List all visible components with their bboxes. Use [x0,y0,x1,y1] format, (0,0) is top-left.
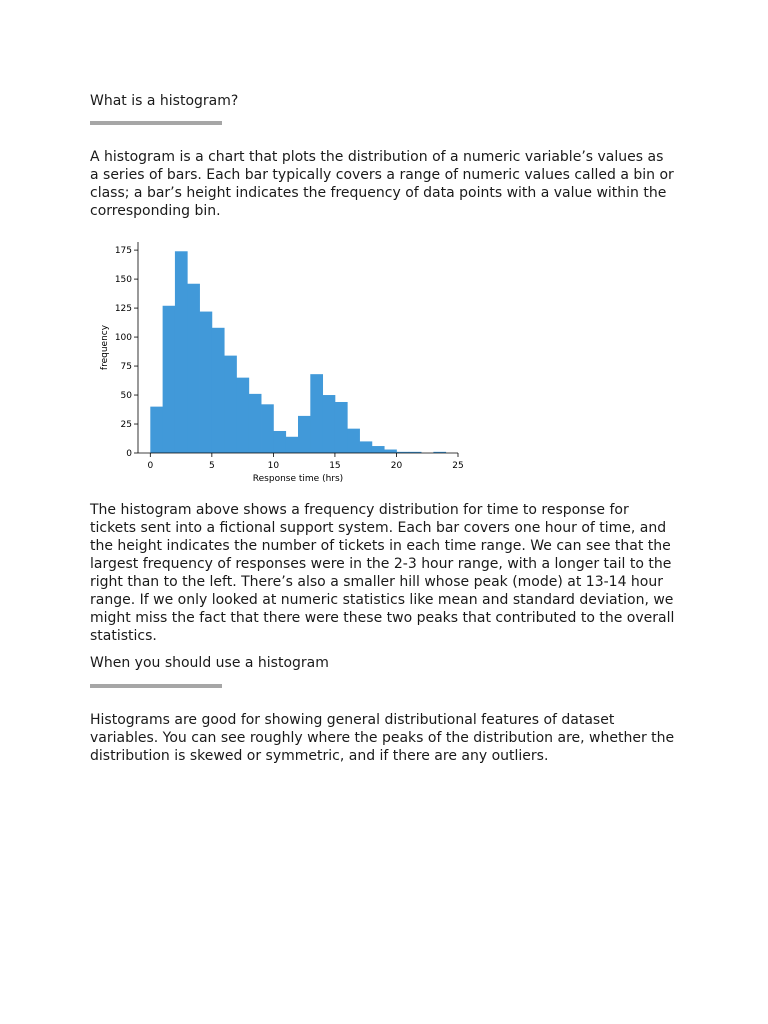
histogram-chart [95,236,465,488]
histogram-bar [347,429,360,453]
y-tick-label: 75 [120,362,132,373]
histogram-bar [175,251,188,453]
histogram-bar [360,441,373,453]
section-heading-what-is-histogram: What is a histogram? [90,93,239,109]
histogram-bar [187,284,200,453]
histogram-bar [200,312,213,453]
usage-paragraph: Histograms are good for showing general distributional features of dataset variables. You can see roughly where the peaks of the distribution are, whether the distribution is skewed or symmetric, and if there are any outliers. [90,712,675,764]
x-axis-label: Response time (hrs) [252,474,344,484]
x-tick-label: 20 [390,461,403,471]
histogram-bar [286,437,299,453]
y-tick-label: 125 [114,304,132,315]
histogram-explanation-paragraph: The histogram above shows a frequency distribution for time to response for tickets sent into a fictional support system. Each bar covers one hour of time, and the height indicates the number of tickets in each time range. We can see that the largest frequency of responses were in the 2-3 hour range, with a longer tail to the right than to the left. There’s also a smaller hill whose peak (mode) at 13-14 hour range. If we only looked at numeric statistics like mean and standard deviation, we might miss the fact that there were these two peaks that contributed to the overall statistics. [90,502,675,644]
histogram-bar [298,416,311,453]
x-tick-label: 25 [452,461,464,471]
intro-paragraph: A histogram is a chart that plots the distribution of a numeric variable’s values as a series of bars. Each bar typically covers a range of numeric values called a bin or class; a bar’s height indicates the frequency of data points with a value within the corresponding bin. [90,149,674,219]
histogram-bar [335,402,348,453]
histogram-bar [273,431,286,453]
y-tick-label: 50 [120,391,132,402]
histogram-bar [236,378,249,453]
y-tick-label: 100 [114,333,132,344]
heading-underline [90,684,222,688]
x-tick-label: 10 [267,461,280,471]
y-tick-label: 175 [114,246,132,257]
histogram-bar [372,446,385,453]
y-axis-label: frequency [100,324,110,371]
histogram-bars [150,251,446,453]
section-heading-when-to-use: When you should use a histogram [90,655,329,671]
histogram-bar [163,306,176,453]
histogram-bar [323,395,336,453]
histogram-bar [384,450,397,453]
x-tick-label: 15 [329,461,341,471]
histogram-bar [249,394,262,453]
histogram-bar [224,356,237,453]
histogram-bar [310,374,323,453]
histogram-bar [150,407,163,453]
y-tick-label: 150 [114,275,132,286]
x-tick-label: 5 [208,461,215,471]
y-tick-label: 25 [120,420,132,431]
heading-underline [90,121,222,125]
x-tick-label: 0 [147,461,154,471]
histogram-bar [261,404,274,453]
y-tick-label: 0 [126,449,132,459]
histogram-bar [212,328,225,453]
